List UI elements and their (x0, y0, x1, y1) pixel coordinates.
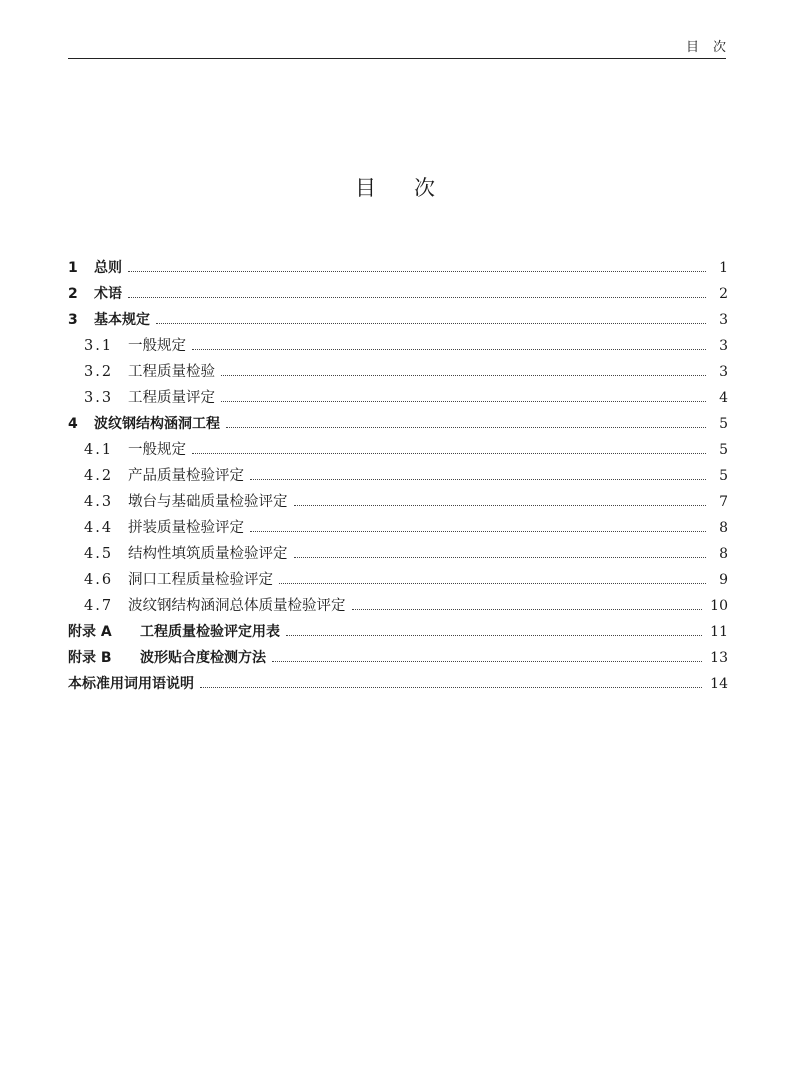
toc-entry[interactable] (68, 619, 728, 645)
toc-entry-page-number: 9 (719, 572, 728, 588)
toc-entry-label: 波纹钢结构涵洞工程 (94, 416, 220, 432)
toc-entry-page-number: 13 (710, 650, 728, 666)
toc-entry-label: 产品质量检验评定 (128, 468, 244, 484)
toc-entry[interactable] (68, 567, 728, 593)
toc-entry-number: 附录 B (68, 650, 112, 666)
dot-leader (250, 531, 706, 532)
toc-entry-page-number: 3 (719, 312, 728, 328)
toc-entry-label: 洞口工程质量检验评定 (128, 572, 273, 588)
toc-entry[interactable] (68, 385, 728, 411)
running-header (68, 30, 740, 59)
dot-leader (352, 609, 703, 610)
toc-entry-label: 总则 (94, 260, 122, 276)
dot-leader (221, 401, 706, 402)
toc-entry-number: 4.6 (84, 572, 114, 588)
dot-leader (128, 297, 706, 298)
toc-entry-number: 4.3 (84, 494, 114, 510)
toc-entry[interactable] (68, 671, 728, 697)
toc-entry-number: 4.2 (84, 468, 114, 484)
toc-entry-label: 工程质量检验评定用表 (140, 624, 280, 640)
toc-entry-page-number: 5 (719, 416, 728, 432)
toc-entry-label: 墩台与基础质量检验评定 (128, 494, 288, 510)
toc-entry[interactable] (68, 307, 728, 333)
toc-entry-label: 一般规定 (128, 338, 186, 354)
toc-entry-label: 工程质量检验 (128, 364, 215, 380)
running-header-title: 目次 (685, 40, 740, 55)
toc-entry-page-number: 2 (719, 286, 728, 302)
toc-entry[interactable] (68, 489, 728, 515)
toc-entry-number: 3 (68, 312, 78, 328)
dot-leader (192, 349, 706, 350)
toc-entry-number: 4.7 (84, 598, 114, 614)
table-of-contents (68, 255, 728, 697)
toc-entry-number: 1 (68, 260, 78, 276)
dot-leader (250, 479, 706, 480)
toc-entry-label: 术语 (94, 286, 122, 302)
toc-entry-label: 基本规定 (94, 312, 150, 328)
toc-entry[interactable] (68, 541, 728, 567)
toc-entry[interactable] (68, 333, 728, 359)
toc-entry[interactable] (68, 515, 728, 541)
toc-entry-page-number: 5 (719, 442, 728, 458)
toc-entry-page-number: 4 (719, 390, 728, 406)
toc-entry-number: 3.1 (84, 338, 114, 354)
toc-entry-page-number: 8 (719, 546, 728, 562)
toc-entry-label: 本标准用词用语说明 (68, 676, 194, 692)
dot-leader (272, 661, 702, 662)
dot-leader (200, 687, 702, 688)
dot-leader (286, 635, 702, 636)
toc-entry-page-number: 3 (719, 338, 728, 354)
toc-entry-page-number: 11 (710, 624, 728, 640)
toc-entry[interactable] (68, 593, 728, 619)
toc-entry-page-number: 5 (719, 468, 728, 484)
toc-entry-label: 拼装质量检验评定 (128, 520, 244, 536)
toc-entry[interactable] (68, 411, 728, 437)
toc-entry-label: 结构性填筑质量检验评定 (128, 546, 288, 562)
toc-entry-label: 波纹钢结构涵洞总体质量检验评定 (128, 598, 346, 614)
toc-entry[interactable] (68, 463, 728, 489)
toc-entry-number: 附录 A (68, 624, 112, 640)
toc-entry-page-number: 10 (710, 598, 728, 614)
dot-leader (128, 271, 706, 272)
toc-entry[interactable] (68, 281, 728, 307)
toc-entry-page-number: 1 (719, 260, 728, 276)
toc-entry-number: 3.2 (84, 364, 114, 380)
toc-entry[interactable] (68, 645, 728, 671)
dot-leader (294, 557, 707, 558)
toc-entry-label: 波形贴合度检测方法 (140, 650, 266, 666)
toc-entry-label: 一般规定 (128, 442, 186, 458)
dot-leader (226, 427, 706, 428)
toc-entry-label: 工程质量评定 (128, 390, 215, 406)
toc-entry-page-number: 3 (719, 364, 728, 380)
toc-entry-number: 4.5 (84, 546, 114, 562)
dot-leader (279, 583, 706, 584)
toc-entry[interactable] (68, 359, 728, 385)
toc-entry-number: 3.3 (84, 390, 114, 406)
toc-entry-number: 4 (68, 416, 78, 432)
toc-entry-number: 4.1 (84, 442, 114, 458)
page-title: 目次 (355, 176, 473, 200)
toc-entry-number: 2 (68, 286, 78, 302)
toc-entry-page-number: 8 (719, 520, 728, 536)
toc-entry[interactable] (68, 255, 728, 281)
toc-entry-number: 4.4 (84, 520, 114, 536)
dot-leader (221, 375, 706, 376)
dot-leader (192, 453, 706, 454)
dot-leader (156, 323, 706, 324)
toc-entry[interactable] (68, 437, 728, 463)
toc-entry-page-number: 7 (719, 494, 728, 510)
toc-entry-page-number: 14 (710, 676, 728, 692)
dot-leader (294, 505, 707, 506)
